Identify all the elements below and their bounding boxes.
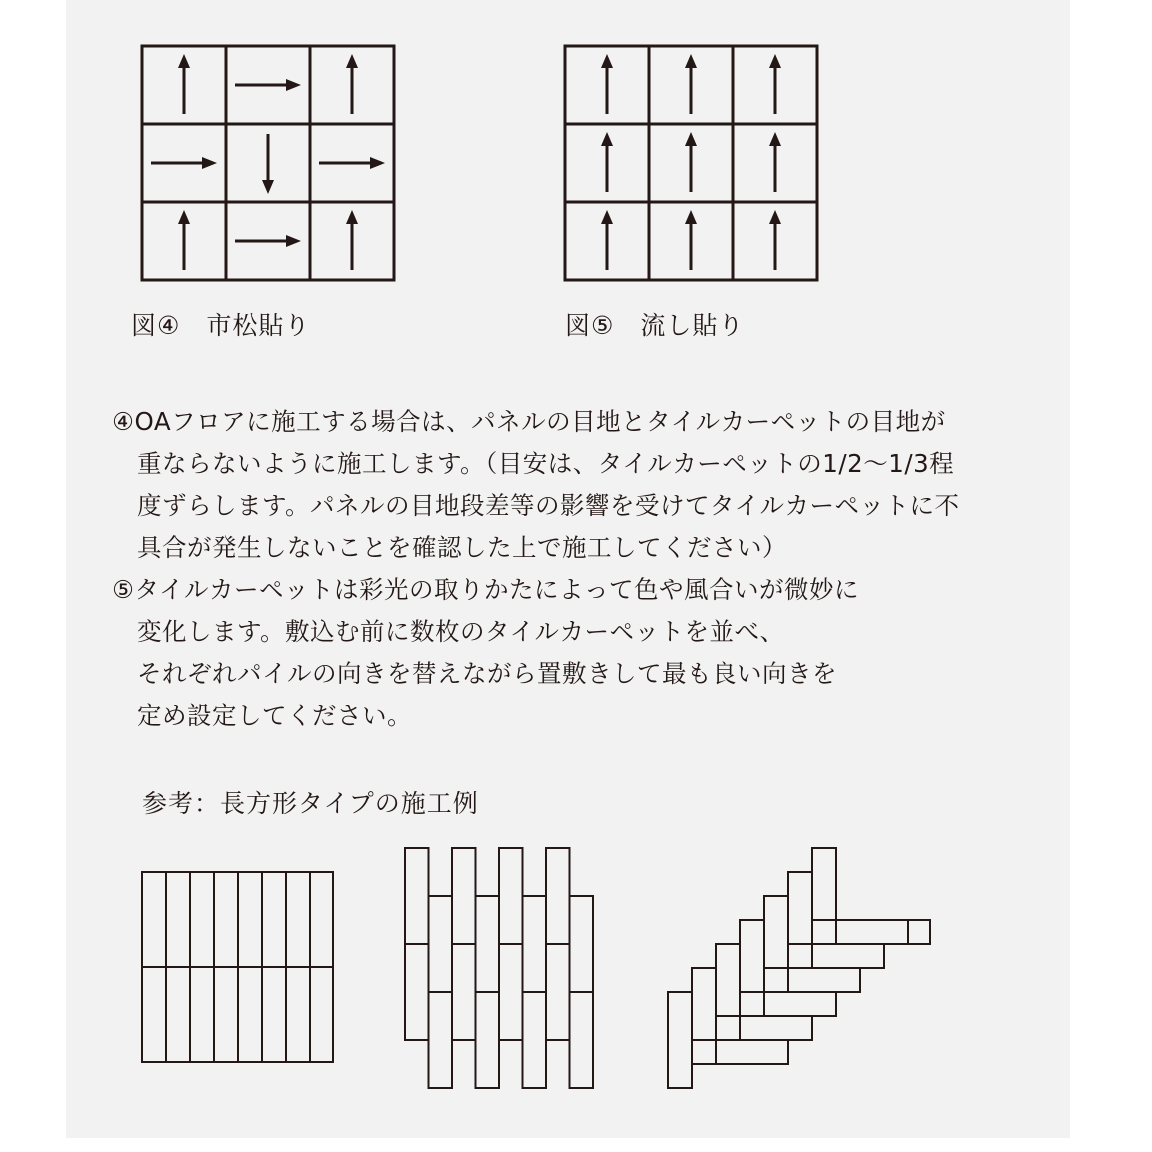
vertical-strip-tile (740, 920, 764, 1016)
pile-direction-arrow-up-icon (346, 54, 358, 114)
horizontal-strip-tile (836, 920, 930, 944)
strip-tile (452, 848, 476, 944)
pile-direction-arrow-up-icon (601, 132, 613, 192)
strip-tile (429, 992, 453, 1088)
note-line: 度ずらします。パネルの目地段差等の影響を受けてタイルカーペットに不 (112, 491, 960, 520)
horizontal-strip-tile (692, 1040, 788, 1064)
pile-direction-arrow-up-icon (601, 54, 613, 114)
pile-direction-arrow-right-icon (151, 157, 217, 169)
reference-title: 参考：長方形タイプの施工例 (142, 789, 479, 818)
strip-tile (452, 944, 476, 1040)
pile-direction-arrow-up-icon (346, 210, 358, 270)
note-line: 定め設定してください。 (112, 701, 412, 730)
horizontal-strip-tile (788, 944, 884, 968)
parallel-strips-diagram (140, 870, 336, 1065)
pile-direction-arrow-up-icon (769, 210, 781, 270)
strip-tile (570, 992, 594, 1088)
strip-tile (546, 944, 570, 1040)
staggered-strips-diagram (403, 846, 599, 1088)
strip-tile (476, 896, 500, 992)
strip-tile (499, 944, 523, 1040)
figure-5-caption: 図⑤ 流し貼り (565, 311, 745, 340)
figure-4-caption: 図④ 市松貼り (131, 311, 311, 340)
pile-direction-arrow-up-icon (178, 210, 190, 270)
strip-tile (523, 992, 547, 1088)
vertical-strip-tile (668, 992, 692, 1088)
vertical-strip-tile (788, 872, 812, 968)
note-line: 重ならないように施工します。（目安は、タイルカーペットの1/2〜1/3程 (112, 449, 955, 478)
pile-direction-arrow-up-icon (685, 132, 697, 192)
note-line: 変化します。敷込む前に数枚のタイルカーペットを並べ、 (112, 617, 785, 646)
strip-tile (405, 944, 429, 1040)
pile-direction-arrow-up-icon (769, 132, 781, 192)
vertical-strip-tile (764, 896, 788, 992)
note-line: 具合が発生しないことを確認した上で施工してください） (112, 533, 787, 562)
pile-direction-arrow-right-icon (235, 79, 301, 91)
vertical-strip-tile (812, 848, 836, 944)
pile-direction-arrow-down-icon (262, 134, 274, 194)
strip-tile (546, 848, 570, 944)
horizontal-strip-tile (764, 968, 860, 992)
strip-tile (570, 896, 594, 992)
note-line: それぞれパイルの向きを替えながら置敷きして最も良い向きを (112, 659, 837, 688)
strip-tile (523, 896, 547, 992)
pile-direction-arrow-up-icon (601, 210, 613, 270)
checkerboard-layout-diagram (140, 44, 396, 278)
horizontal-strip-tile (716, 1016, 812, 1040)
note-line: ④OAフロアに施工する場合は、パネルの目地とタイルカーペットの目地が (112, 407, 946, 436)
pile-direction-arrow-up-icon (769, 54, 781, 114)
pile-direction-arrow-right-icon (319, 157, 385, 169)
strip-tile (429, 896, 453, 992)
vertical-strip-tile (692, 968, 716, 1064)
herringbone-diagram (666, 846, 932, 1088)
horizontal-strip-tile (812, 920, 908, 944)
strip-tile (405, 848, 429, 944)
pile-direction-arrow-up-icon (178, 54, 190, 114)
strip-tile (476, 992, 500, 1088)
note-line: ⑤タイルカーペットは彩光の取りかたによって色や風合いが微妙に (112, 575, 859, 604)
vertical-strip-tile (716, 944, 740, 1040)
pile-direction-arrow-right-icon (235, 235, 301, 247)
pile-direction-arrow-up-icon (685, 54, 697, 114)
strip-tile (499, 848, 523, 944)
flow-layout-diagram (563, 44, 819, 278)
horizontal-strip-tile (740, 992, 836, 1016)
pile-direction-arrow-up-icon (685, 210, 697, 270)
